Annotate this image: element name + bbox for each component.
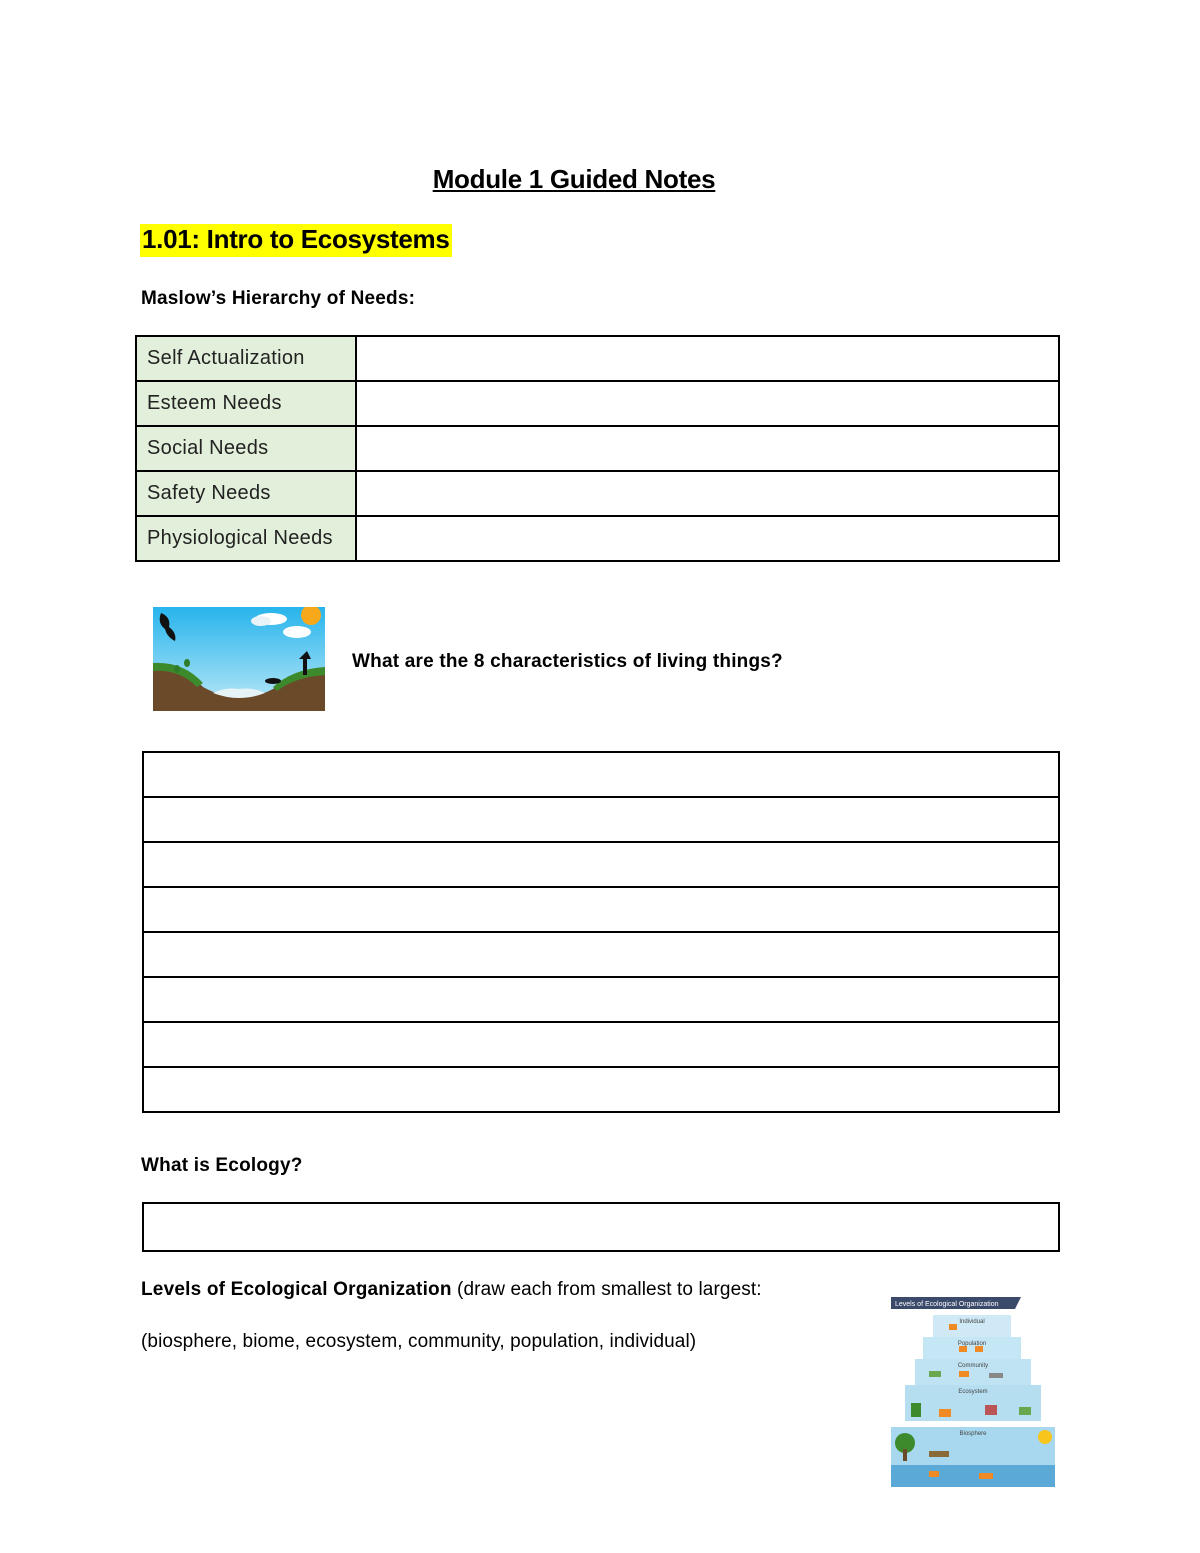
answer-cell[interactable]: [143, 977, 1059, 1022]
table-row: [143, 887, 1059, 932]
maslow-label: Maslow’s Hierarchy of Needs:: [141, 288, 416, 309]
answer-cell[interactable]: [356, 516, 1059, 561]
characteristics-question: What are the 8 characteristics of living things?: [352, 651, 783, 672]
need-label: Self Actualization: [136, 336, 356, 381]
answer-cell[interactable]: [143, 842, 1059, 887]
answer-cell[interactable]: [143, 1022, 1059, 1067]
levels-label: Levels of Ecological Organization: [141, 1279, 452, 1300]
table-row: [136, 336, 1059, 381]
tier-label: Ecosystem: [958, 1389, 988, 1395]
answer-cell[interactable]: [143, 932, 1059, 977]
table-row: [143, 842, 1059, 887]
table-row: [136, 471, 1059, 516]
answer-cell[interactable]: [356, 336, 1059, 381]
answer-cell[interactable]: [143, 887, 1059, 932]
section-heading: 1.01: Intro to Ecosystems: [140, 224, 452, 257]
page-title: Module 1 Guided Notes: [432, 164, 716, 194]
tier-label: Biosphere: [959, 1431, 987, 1437]
diagram-title: Levels of Ecological Organization: [895, 1301, 999, 1308]
maslow-table: [135, 335, 1060, 562]
table-row: [143, 797, 1059, 842]
table-row: [143, 932, 1059, 977]
levels-list: (biosphere, biome, ecosystem, community, population, individual): [141, 1331, 697, 1352]
table-row: [143, 1022, 1059, 1067]
table-row: [143, 977, 1059, 1022]
tier-label: Population: [957, 1341, 987, 1347]
ecology-question: What is Ecology?: [141, 1155, 303, 1176]
tier-label: Individual: [959, 1319, 985, 1325]
answer-cell[interactable]: [143, 752, 1059, 797]
need-label: Physiological Needs: [136, 516, 356, 561]
table-row: [136, 516, 1059, 561]
table-row: [143, 1067, 1059, 1112]
ecology-answer-box[interactable]: [142, 1202, 1060, 1252]
table-row: [136, 381, 1059, 426]
need-label: Social Needs: [136, 426, 356, 471]
answer-cell[interactable]: [356, 381, 1059, 426]
levels-prompt: [141, 1279, 762, 1301]
answer-cell[interactable]: [143, 1067, 1059, 1112]
need-label: Esteem Needs: [136, 381, 356, 426]
ecological-levels-diagram: [889, 1293, 1057, 1491]
answer-cell[interactable]: [356, 471, 1059, 516]
ecosystem-illustration: [153, 607, 325, 711]
answer-cell[interactable]: [356, 426, 1059, 471]
table-row: [136, 426, 1059, 471]
need-label: Safety Needs: [136, 471, 356, 516]
table-row: [143, 752, 1059, 797]
answer-cell[interactable]: [143, 797, 1059, 842]
characteristics-table: [142, 751, 1060, 1113]
tier-label: Community: [957, 1363, 989, 1369]
levels-instruction: (draw each from smallest to largest:: [451, 1279, 762, 1300]
